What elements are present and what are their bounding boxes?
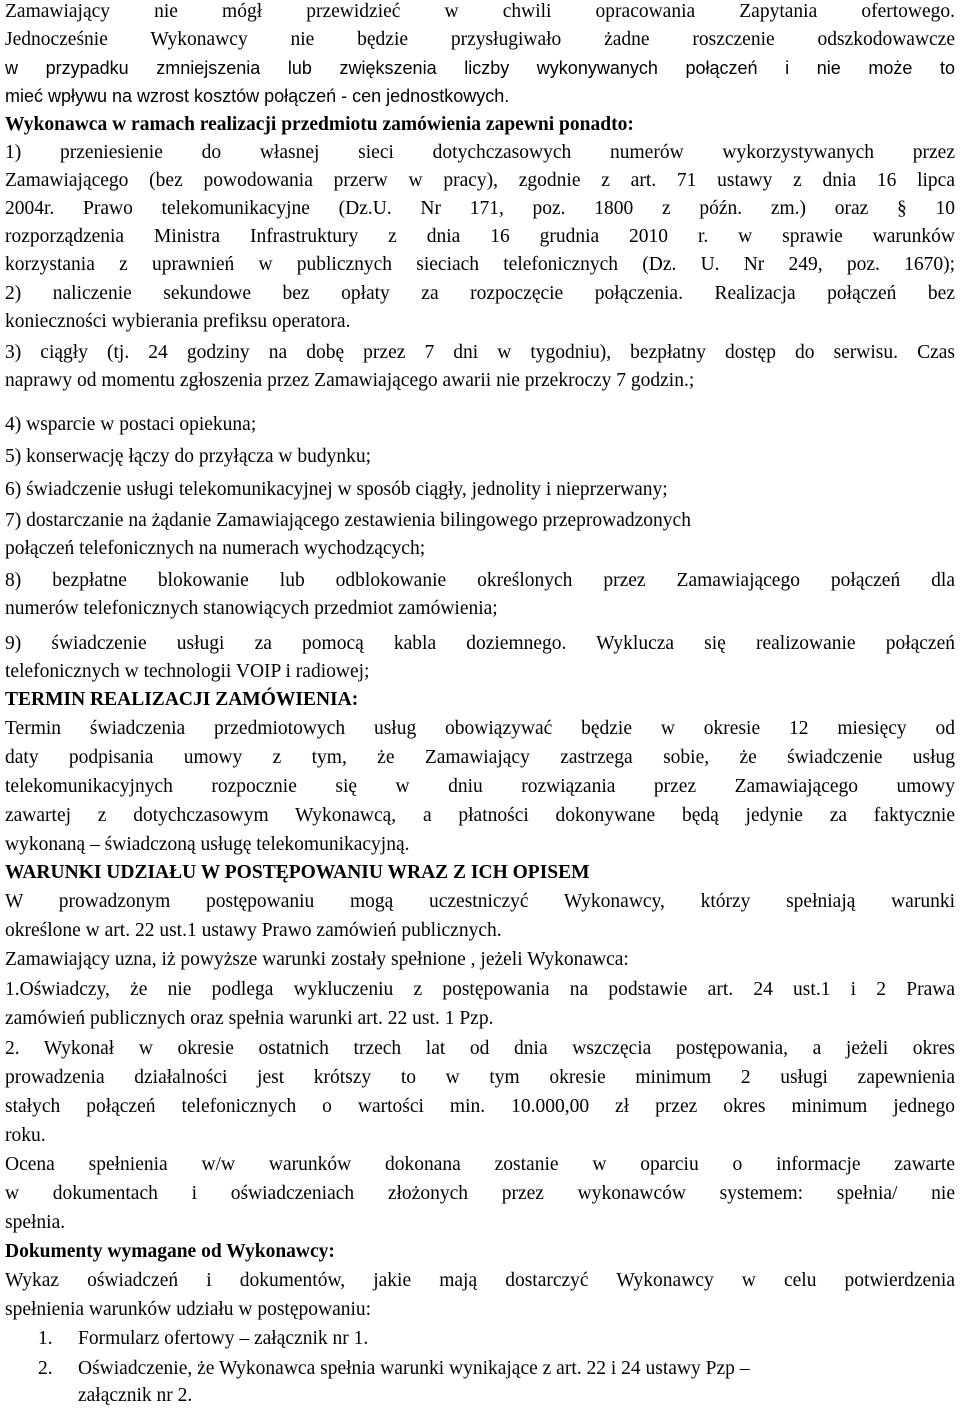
text-line: 2) naliczenie sekundowe bez opłaty za rozpoczęcie połączenia. Realizacja połączeń bez bbox=[5, 283, 955, 304]
list-item-continuation: załącznik nr 2. bbox=[78, 1385, 193, 1406]
text-line: wykonaną – świadczoną usługę telekomunikacyjną. bbox=[5, 834, 410, 855]
text-line: 9) świadczenie usługi za pomocą kabla doziemnego. Wyklucza się realizowanie połączeń bbox=[5, 633, 955, 654]
text-line: rozporządzenia Ministra Infrastruktury z dnia 16 grudnia 2010 r. w sprawie warunków bbox=[5, 226, 955, 247]
text-line: 8) bezpłatne blokowanie lub odblokowanie określonych przez Zamawiającego połączeń dla bbox=[5, 570, 955, 591]
text-line: telekomunikacyjnych rozpocznie się w dniu rozwiązania przez Zamawiającego umowy bbox=[5, 776, 955, 797]
text-line: 2004r. Prawo telekomunikacyjne (Dz.U. Nr 171, poz. 1800 z późn. zm.) oraz § 10 bbox=[5, 198, 955, 219]
text-line: spełnia. bbox=[5, 1212, 66, 1233]
text-line: korzystania z uprawnień w publicznych sieciach telefonicznych (Dz. U. Nr 249, poz. 1670); bbox=[5, 254, 955, 275]
text-line: roku. bbox=[5, 1125, 46, 1146]
text-line: 1.Oświadczy, że nie podlega wykluczeniu z postępowania na podstawie art. 24 ust.1 i 2 Prawa bbox=[5, 979, 955, 1000]
text-line: 4) wsparcie w postaci opiekuna; bbox=[5, 414, 257, 435]
text-line: Ocena spełnienia w/w warunków dokonana zostanie w oparciu o informacje zawarte bbox=[5, 1154, 955, 1175]
list-item bbox=[38, 1355, 955, 1383]
text-line: w przypadku zmniejszenia lub zwiększenia liczby wykonywanych połączeń i nie może to bbox=[5, 58, 955, 78]
text-line: mieć wpływu na wzrost kosztów połączeń - cen jednostkowych. bbox=[5, 86, 510, 106]
text-line: Zamawiający uzna, iż powyższe warunki zostały spełnione , jeżeli Wykonawca: bbox=[5, 949, 629, 970]
text-line: konieczności wybierania prefiksu operatora. bbox=[5, 311, 351, 332]
text-line: 7) dostarczanie na żądanie Zamawiającego zestawienia bilingowego przeprowadzonych bbox=[5, 510, 691, 531]
text-line: Jednocześnie Wykonawcy nie będzie przysługiwało żadne roszczenie odszkodowawcze bbox=[5, 29, 955, 50]
section-heading: WARUNKI UDZIAŁU W POSTĘPOWANIU WRAZ Z ICH OPISEM bbox=[5, 862, 590, 883]
text-line: 5) konserwację łączy do przyłącza w budynku; bbox=[5, 446, 372, 467]
text-line: 1) przeniesienie do własnej sieci dotychczasowych numerów wykorzystywanych przez bbox=[5, 142, 955, 163]
list-item-text: Oświadczenie, że Wykonawca spełnia warunki wynikające z art. 22 i 24 ustawy Pzp – bbox=[78, 1358, 750, 1379]
list-item bbox=[38, 1325, 955, 1353]
text-line: daty podpisania umowy z tym, że Zamawiający zastrzega sobie, że świadczenie usług bbox=[5, 747, 955, 768]
section-heading: Wykonawca w ramach realizacji przedmiotu zamówienia zapewni ponadto: bbox=[5, 114, 634, 135]
section-heading: Dokumenty wymagane od Wykonawcy: bbox=[5, 1241, 335, 1262]
text-line: Termin świadczenia przedmiotowych usług obowiązywać będzie w okresie 12 miesięcy od bbox=[5, 718, 955, 739]
text-line: W prowadzonym postępowaniu mogą uczestniczyć Wykonawcy, którzy spełniają warunki bbox=[5, 891, 955, 912]
text-line: spełnienia warunków udziału w postępowaniu: bbox=[5, 1299, 372, 1320]
text-line: 2. Wykonał w okresie ostatnich trzech lat od dnia wszczęcia postępowania, a jeżeli okres bbox=[5, 1038, 955, 1059]
text-line: telefonicznych w technologii VOIP i radiowej; bbox=[5, 661, 370, 682]
list-item-text: Formularz ofertowy – załącznik nr 1. bbox=[78, 1328, 369, 1349]
text-line: zamówień publicznych oraz spełnia warunki art. 22 ust. 1 Pzp. bbox=[5, 1008, 494, 1029]
list-item-number: 1. bbox=[38, 1328, 53, 1349]
text-line: Wykaz oświadczeń i dokumentów, jakie mają dostarczyć Wykonawcy w celu potwierdzenia bbox=[5, 1270, 955, 1291]
section-heading: TERMIN REALIZACJI ZAMÓWIENIA: bbox=[5, 689, 359, 710]
text-line: połączeń telefonicznych na numerach wychodzących; bbox=[5, 538, 426, 559]
text-line: numerów telefonicznych stanowiących przedmiot zamówienia; bbox=[5, 598, 498, 619]
text-line: w dokumentach i oświadczeniach złożonych przez wykonawców systemem: spełnia/ nie bbox=[5, 1183, 955, 1204]
text-line: 6) świadczenie usługi telekomunikacyjnej w sposób ciągły, jednolity i nieprzerwany; bbox=[5, 479, 668, 500]
text-line: 3) ciągły (tj. 24 godziny na dobę przez 7 dni w tygodniu), bezpłatny dostęp do serwisu. Czas bbox=[5, 342, 955, 363]
text-line: naprawy od momentu zgłoszenia przez Zamawiającego awarii nie przekroczy 7 godzin.; bbox=[5, 370, 695, 391]
text-line: stałych połączeń telefonicznych o wartości min. 10.000,00 zł przez okres minimum jednego bbox=[5, 1096, 955, 1117]
text-line: Zamawiający nie mógł przewidzieć w chwili opracowania Zapytania ofertowego. bbox=[5, 1, 955, 22]
text-line: Zamawiającego (bez powodowania przerw w pracy), zgodnie z art. 71 ustawy z dnia 16 lipca bbox=[5, 170, 955, 191]
list-item-number: 2. bbox=[38, 1358, 53, 1379]
text-line: określone w art. 22 ust.1 ustawy Prawo zamówień publicznych. bbox=[5, 920, 502, 941]
text-line: zawartej z dotychczasowym Wykonawcą, a płatności dokonywane będą jedynie za faktycznie bbox=[5, 805, 955, 826]
text-line: prowadzenia działalności jest krótszy to w tym okresie minimum 2 usługi zapewnienia bbox=[5, 1067, 955, 1088]
